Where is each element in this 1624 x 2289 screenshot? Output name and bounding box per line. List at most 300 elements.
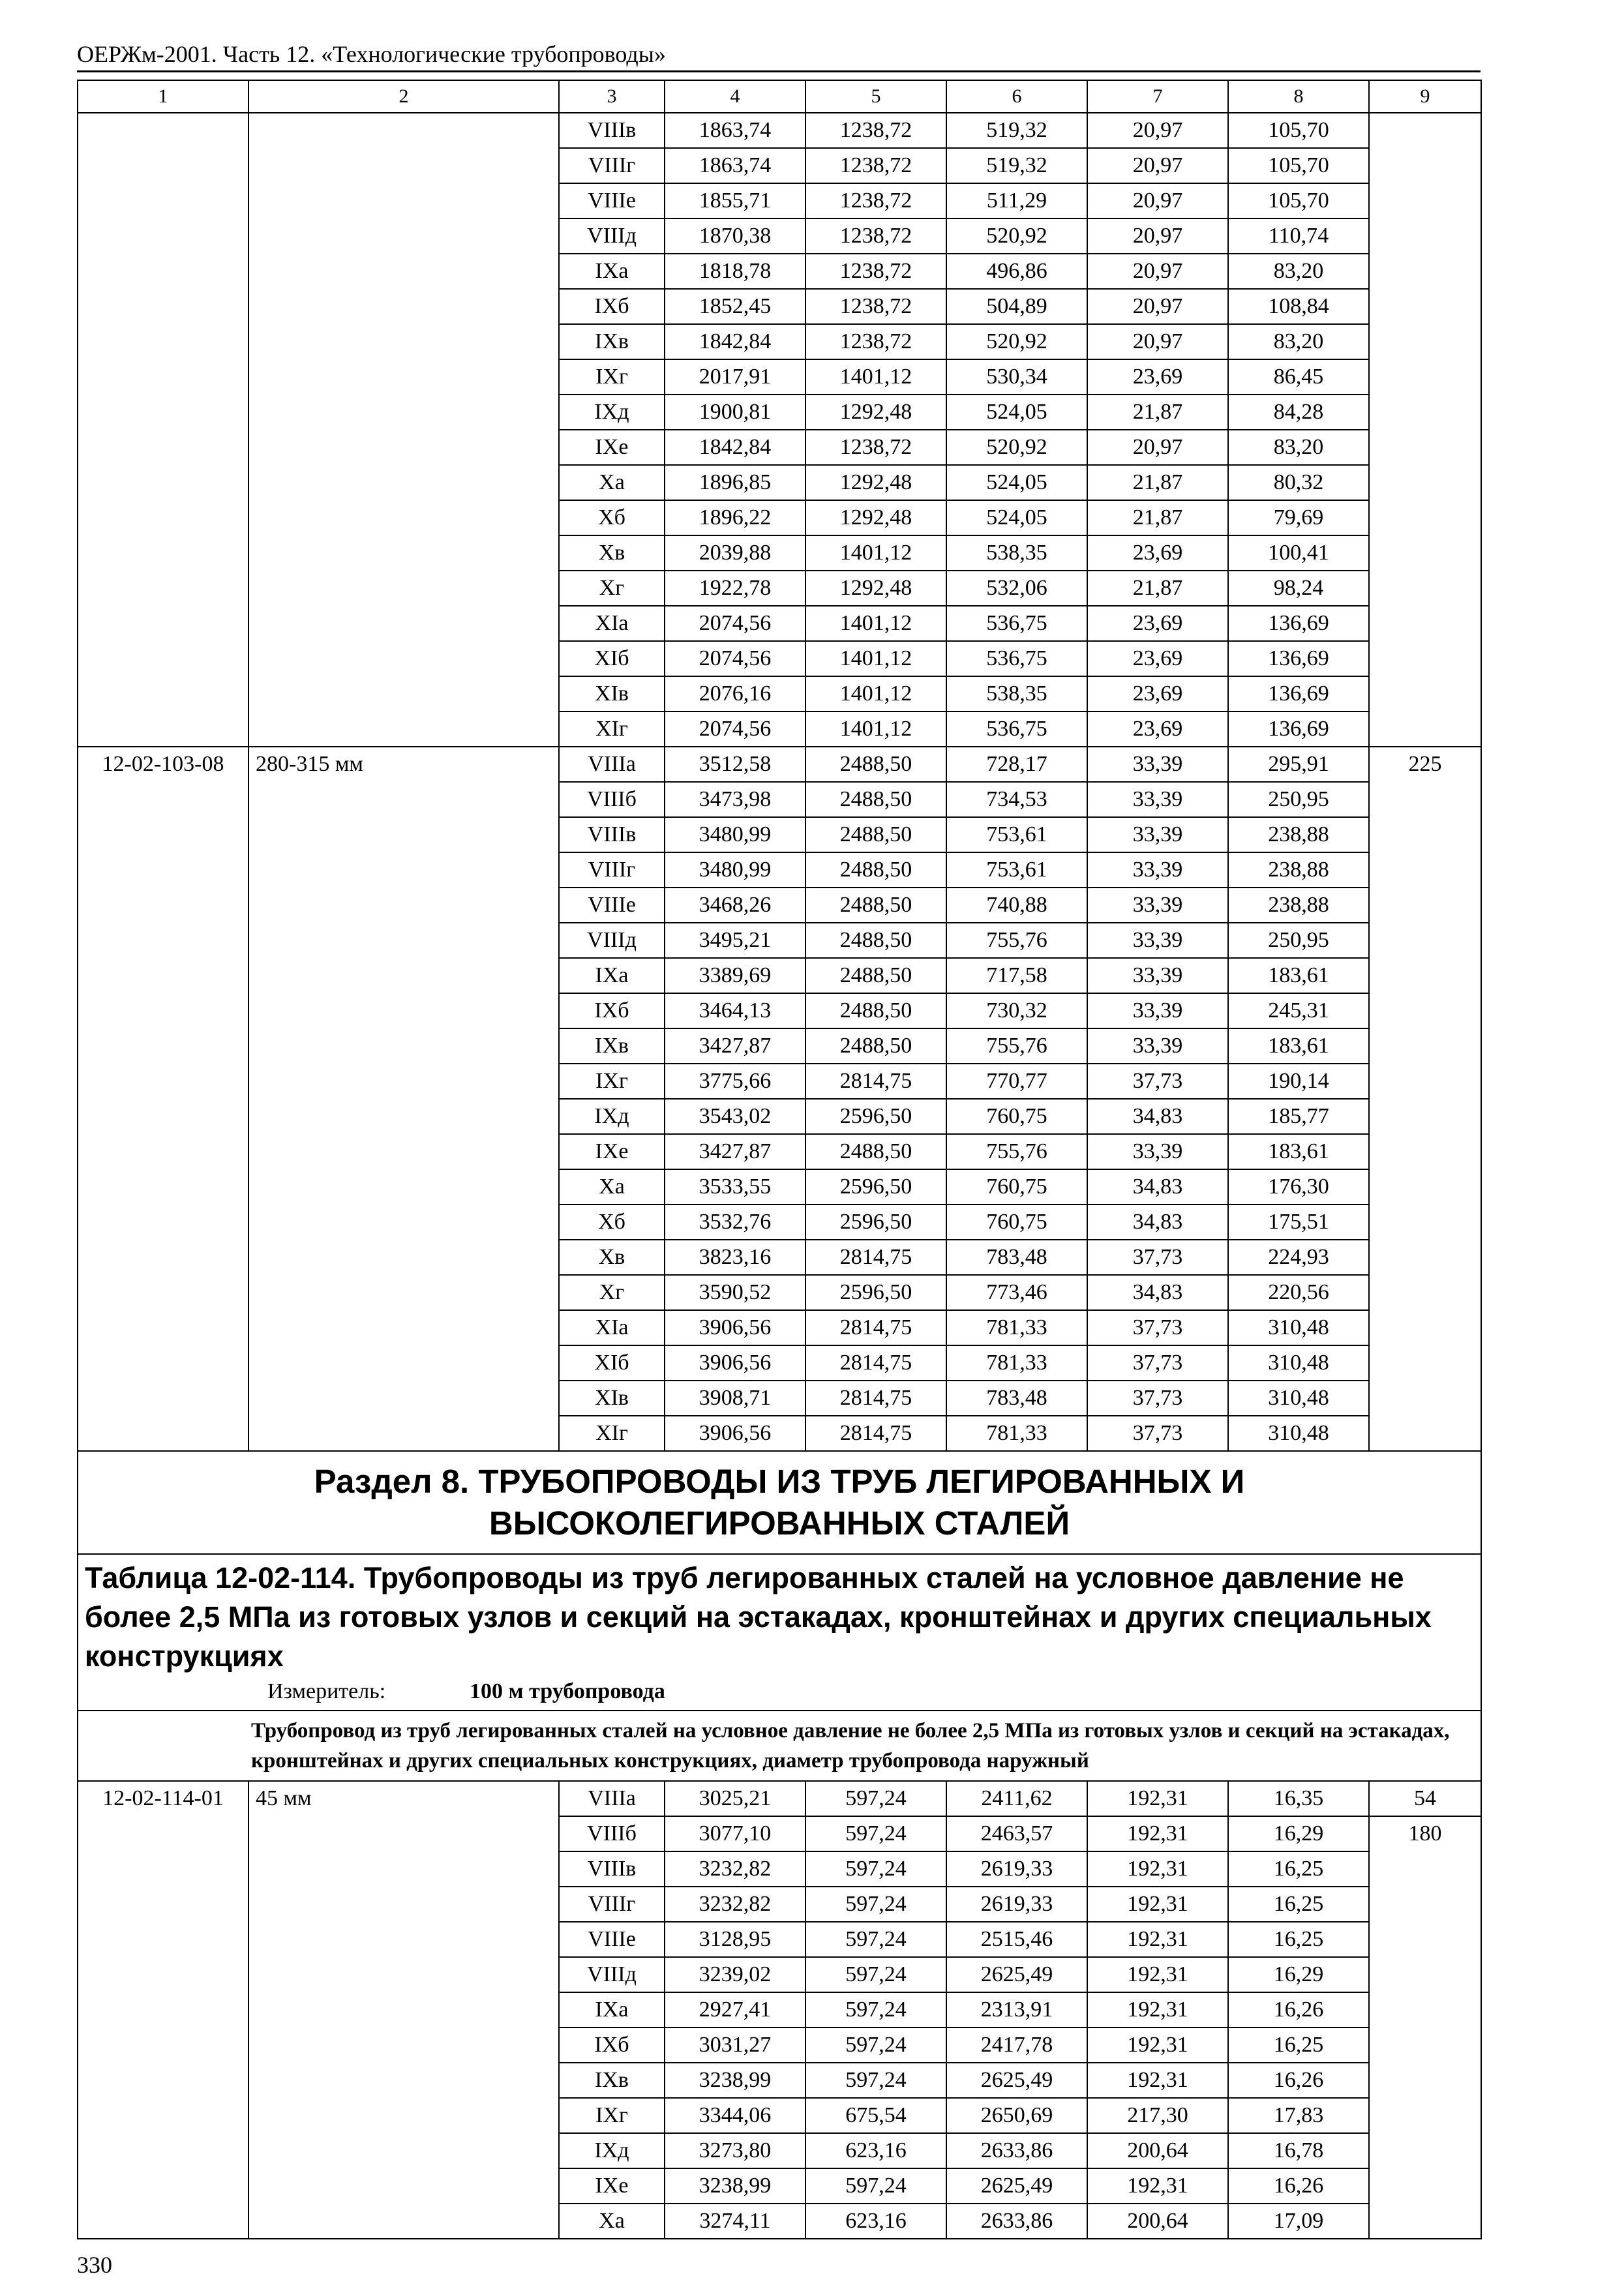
value-cell: 3906,56 — [665, 1345, 805, 1381]
measure-label: Измеритель: — [267, 1679, 386, 1703]
value-cell: 2488,50 — [805, 1028, 946, 1064]
zone-cell: IXб — [559, 289, 665, 324]
value-cell: 1292,48 — [805, 465, 946, 500]
value-cell: 16,29 — [1228, 1816, 1369, 1851]
value-cell: 755,76 — [946, 1134, 1087, 1169]
value-cell: 3473,98 — [665, 782, 805, 817]
value-cell: 98,24 — [1228, 571, 1369, 606]
value-cell: 3274,11 — [665, 2204, 805, 2239]
zone-cell: Xа — [559, 465, 665, 500]
value-cell: 1818,78 — [665, 254, 805, 289]
zone-cell: IXд — [559, 1099, 665, 1134]
zone-cell: Xб — [559, 500, 665, 535]
value-cell: 2411,62 — [946, 1781, 1087, 1816]
zone-cell: IXе — [559, 2168, 665, 2204]
value-cell: 37,73 — [1087, 1240, 1228, 1275]
value-cell: 105,70 — [1228, 148, 1369, 183]
value-cell: 2488,50 — [805, 782, 946, 817]
zone-cell: IXд — [559, 395, 665, 430]
value-cell: 597,24 — [805, 2027, 946, 2063]
value-cell: 1842,84 — [665, 324, 805, 359]
value-cell: 21,87 — [1087, 465, 1228, 500]
value-cell: 755,76 — [946, 923, 1087, 958]
value-cell: 183,61 — [1228, 1028, 1369, 1064]
zone-cell: VIIIа — [559, 747, 665, 782]
value-cell: 175,51 — [1228, 1204, 1369, 1240]
value-cell: 20,97 — [1087, 430, 1228, 465]
zone-cell: IXв — [559, 324, 665, 359]
value-cell: 20,97 — [1087, 218, 1228, 254]
value-cell: 519,32 — [946, 148, 1087, 183]
zone-cell: Xа — [559, 1169, 665, 1204]
zone-cell: XIг — [559, 711, 665, 747]
zone-cell: VIIIг — [559, 1887, 665, 1922]
column-number: 1 — [78, 80, 248, 113]
zone-cell: IXг — [559, 1064, 665, 1099]
value-cell: 2017,91 — [665, 359, 805, 395]
value-cell: 2074,56 — [665, 711, 805, 747]
value-cell: 136,69 — [1228, 711, 1369, 747]
value-cell: 1238,72 — [805, 289, 946, 324]
value-cell: 597,24 — [805, 2063, 946, 2098]
value-cell: 734,53 — [946, 782, 1087, 817]
column-number: 4 — [665, 80, 805, 113]
value-cell: 2633,86 — [946, 2133, 1087, 2168]
value-cell: 23,69 — [1087, 359, 1228, 395]
value-cell: 623,16 — [805, 2133, 946, 2168]
value-cell: 2463,57 — [946, 1816, 1087, 1851]
col9-cell: 225 — [1369, 747, 1481, 1451]
value-cell: 781,33 — [946, 1310, 1087, 1345]
zone-cell: XIб — [559, 1345, 665, 1381]
value-cell: 2313,91 — [946, 1992, 1087, 2027]
value-cell: 108,84 — [1228, 289, 1369, 324]
value-cell: 310,48 — [1228, 1345, 1369, 1381]
value-cell: 192,31 — [1087, 1781, 1228, 1816]
zone-cell: Xа — [559, 2204, 665, 2239]
column-number: 8 — [1228, 80, 1369, 113]
value-cell: 23,69 — [1087, 676, 1228, 711]
section-heading-row — [78, 1451, 1481, 1554]
value-cell: 3025,21 — [665, 1781, 805, 1816]
value-cell: 2488,50 — [805, 888, 946, 923]
value-cell: 1292,48 — [805, 395, 946, 430]
value-cell: 16,78 — [1228, 2133, 1369, 2168]
zone-cell: IXв — [559, 2063, 665, 2098]
value-cell: 310,48 — [1228, 1310, 1369, 1345]
zone-cell: IXг — [559, 359, 665, 395]
value-cell: 1401,12 — [805, 359, 946, 395]
value-cell: 84,28 — [1228, 395, 1369, 430]
value-cell: 597,24 — [805, 1922, 946, 1957]
value-cell: 3232,82 — [665, 1887, 805, 1922]
value-cell: 1238,72 — [805, 148, 946, 183]
value-cell: 23,69 — [1087, 606, 1228, 641]
value-cell: 3031,27 — [665, 2027, 805, 2063]
table-title-cell — [78, 1554, 1481, 1711]
value-cell: 83,20 — [1228, 430, 1369, 465]
value-cell: 760,75 — [946, 1169, 1087, 1204]
zone-cell: VIIIб — [559, 1816, 665, 1851]
value-cell: 33,39 — [1087, 782, 1228, 817]
value-cell: 753,61 — [946, 817, 1087, 852]
zone-cell: IXа — [559, 958, 665, 993]
measure-value: 100 м трубопровода — [470, 1679, 665, 1703]
value-cell: 1855,71 — [665, 183, 805, 218]
value-cell: 1238,72 — [805, 430, 946, 465]
value-cell: 717,58 — [946, 958, 1087, 993]
value-cell: 136,69 — [1228, 606, 1369, 641]
value-cell: 2488,50 — [805, 993, 946, 1028]
zone-cell: IXе — [559, 1134, 665, 1169]
running-header: ОЕРЖм-2001. Часть 12. «Технологические трубопроводы» — [77, 41, 666, 67]
zone-cell: VIIIв — [559, 113, 665, 148]
value-cell: 3232,82 — [665, 1851, 805, 1887]
value-cell: 3906,56 — [665, 1416, 805, 1451]
value-cell: 21,87 — [1087, 500, 1228, 535]
value-cell: 16,29 — [1228, 1957, 1369, 1992]
value-cell: 2596,50 — [805, 1099, 946, 1134]
value-cell: 295,91 — [1228, 747, 1369, 782]
zone-cell: VIIIд — [559, 218, 665, 254]
col9-cell: 180 — [1369, 1816, 1481, 2239]
measure-unit — [85, 1677, 1474, 1706]
zone-cell: IXб — [559, 2027, 665, 2063]
column-number: 9 — [1369, 80, 1481, 113]
value-cell: 496,86 — [946, 254, 1087, 289]
section-heading-line: ВЫСОКОЛЕГИРОВАННЫХ СТАЛЕЙ — [489, 1504, 1070, 1542]
value-cell: 781,33 — [946, 1416, 1087, 1451]
value-cell: 16,35 — [1228, 1781, 1369, 1816]
zone-cell: IXе — [559, 430, 665, 465]
zone-cell: IXд — [559, 2133, 665, 2168]
value-cell: 2619,33 — [946, 1887, 1087, 1922]
col9-cell — [1369, 113, 1481, 747]
value-cell: 2488,50 — [805, 923, 946, 958]
value-cell: 623,16 — [805, 2204, 946, 2239]
value-cell: 1863,74 — [665, 148, 805, 183]
value-cell: 3775,66 — [665, 1064, 805, 1099]
zone-cell: IXб — [559, 993, 665, 1028]
value-cell: 192,31 — [1087, 1957, 1228, 1992]
value-cell: 1238,72 — [805, 324, 946, 359]
value-cell: 310,48 — [1228, 1381, 1369, 1416]
value-cell: 2488,50 — [805, 747, 946, 782]
value-cell: 20,97 — [1087, 289, 1228, 324]
value-cell: 2488,50 — [805, 817, 946, 852]
value-cell: 16,26 — [1228, 2063, 1369, 2098]
value-cell: 34,83 — [1087, 1204, 1228, 1240]
value-cell: 753,61 — [946, 852, 1087, 888]
value-cell: 2619,33 — [946, 1851, 1087, 1887]
value-cell: 20,97 — [1087, 324, 1228, 359]
zone-cell: VIIIг — [559, 852, 665, 888]
table-row — [78, 747, 1481, 782]
value-cell: 86,45 — [1228, 359, 1369, 395]
value-cell: 23,69 — [1087, 641, 1228, 676]
zone-cell: VIIIе — [559, 183, 665, 218]
zone-cell: Xв — [559, 1240, 665, 1275]
value-cell: 2625,49 — [946, 1957, 1087, 1992]
value-cell: 33,39 — [1087, 958, 1228, 993]
value-cell: 183,61 — [1228, 1134, 1369, 1169]
value-cell: 781,33 — [946, 1345, 1087, 1381]
value-cell: 3823,16 — [665, 1240, 805, 1275]
page-number: 330 — [77, 2252, 112, 2278]
value-cell: 217,30 — [1087, 2098, 1228, 2133]
value-cell: 1401,12 — [805, 535, 946, 571]
value-cell: 511,29 — [946, 183, 1087, 218]
value-cell: 1238,72 — [805, 183, 946, 218]
value-cell: 16,25 — [1228, 1887, 1369, 1922]
value-cell: 20,97 — [1087, 113, 1228, 148]
value-cell: 783,48 — [946, 1381, 1087, 1416]
value-cell: 1896,22 — [665, 500, 805, 535]
value-cell: 2488,50 — [805, 958, 946, 993]
value-cell: 597,24 — [805, 2168, 946, 2204]
zone-cell: IXв — [559, 1028, 665, 1064]
value-cell: 1401,12 — [805, 641, 946, 676]
value-cell: 1842,84 — [665, 430, 805, 465]
value-cell: 238,88 — [1228, 817, 1369, 852]
rate-code-cell: 12-02-103-08 — [78, 747, 248, 1451]
value-cell: 2074,56 — [665, 606, 805, 641]
value-cell: 83,20 — [1228, 254, 1369, 289]
value-cell: 33,39 — [1087, 1028, 1228, 1064]
value-cell: 100,41 — [1228, 535, 1369, 571]
value-cell: 20,97 — [1087, 254, 1228, 289]
value-cell: 245,31 — [1228, 993, 1369, 1028]
value-cell: 3480,99 — [665, 852, 805, 888]
value-cell: 37,73 — [1087, 1064, 1228, 1099]
value-cell: 3238,99 — [665, 2063, 805, 2098]
zone-cell: XIв — [559, 676, 665, 711]
value-cell: 1401,12 — [805, 676, 946, 711]
value-cell: 597,24 — [805, 1887, 946, 1922]
value-cell: 21,87 — [1087, 571, 1228, 606]
value-cell: 2633,86 — [946, 2204, 1087, 2239]
value-cell: 1292,48 — [805, 500, 946, 535]
value-cell: 519,32 — [946, 113, 1087, 148]
value-cell: 17,83 — [1228, 2098, 1369, 2133]
value-cell: 2074,56 — [665, 641, 805, 676]
value-cell: 760,75 — [946, 1099, 1087, 1134]
value-cell: 2814,75 — [805, 1345, 946, 1381]
value-cell: 16,25 — [1228, 1851, 1369, 1887]
value-cell: 755,76 — [946, 1028, 1087, 1064]
value-cell: 524,05 — [946, 465, 1087, 500]
value-cell: 37,73 — [1087, 1381, 1228, 1416]
value-cell: 192,31 — [1087, 2027, 1228, 2063]
value-cell: 2417,78 — [946, 2027, 1087, 2063]
zone-cell: VIIIа — [559, 1781, 665, 1816]
value-cell: 1896,85 — [665, 465, 805, 500]
value-cell: 192,31 — [1087, 1816, 1228, 1851]
value-cell: 176,30 — [1228, 1169, 1369, 1204]
col9-cell: 54 — [1369, 1781, 1481, 1816]
value-cell: 238,88 — [1228, 852, 1369, 888]
value-cell: 3128,95 — [665, 1922, 805, 1957]
zone-cell: XIа — [559, 606, 665, 641]
value-cell: 16,25 — [1228, 2027, 1369, 2063]
subheading-row — [78, 1711, 1481, 1781]
value-cell: 20,97 — [1087, 148, 1228, 183]
zone-cell: IXа — [559, 254, 665, 289]
value-cell: 524,05 — [946, 395, 1087, 430]
value-cell: 21,87 — [1087, 395, 1228, 430]
zone-cell: Xг — [559, 1275, 665, 1310]
value-cell: 33,39 — [1087, 747, 1228, 782]
column-number: 3 — [559, 80, 665, 113]
table-row — [78, 1781, 1481, 1816]
value-cell: 3389,69 — [665, 958, 805, 993]
zone-cell: VIIIв — [559, 817, 665, 852]
value-cell: 1852,45 — [665, 289, 805, 324]
value-cell: 770,77 — [946, 1064, 1087, 1099]
section-heading-line: Раздел 8. ТРУБОПРОВОДЫ ИЗ ТРУБ ЛЕГИРОВАННЫХ И — [314, 1463, 1245, 1500]
value-cell: 33,39 — [1087, 1134, 1228, 1169]
value-cell: 34,83 — [1087, 1099, 1228, 1134]
value-cell: 530,34 — [946, 359, 1087, 395]
column-number: 6 — [946, 80, 1087, 113]
value-cell: 2625,49 — [946, 2063, 1087, 2098]
value-cell: 3495,21 — [665, 923, 805, 958]
value-cell: 3532,76 — [665, 1204, 805, 1240]
value-cell: 760,75 — [946, 1204, 1087, 1240]
value-cell: 17,09 — [1228, 2204, 1369, 2239]
value-cell: 185,77 — [1228, 1099, 1369, 1134]
value-cell: 3427,87 — [665, 1028, 805, 1064]
value-cell: 33,39 — [1087, 923, 1228, 958]
zone-cell: VIIIв — [559, 1851, 665, 1887]
zone-cell: VIIIд — [559, 1957, 665, 1992]
value-cell: 83,20 — [1228, 324, 1369, 359]
value-cell: 80,32 — [1228, 465, 1369, 500]
value-cell: 192,31 — [1087, 2063, 1228, 2098]
value-cell: 1401,12 — [805, 606, 946, 641]
value-cell: 192,31 — [1087, 2168, 1228, 2204]
value-cell: 238,88 — [1228, 888, 1369, 923]
value-cell: 2814,75 — [805, 1240, 946, 1275]
rates-table — [77, 80, 1482, 2239]
value-cell: 3077,10 — [665, 1816, 805, 1851]
value-cell: 16,26 — [1228, 2168, 1369, 2204]
value-cell: 2650,69 — [946, 2098, 1087, 2133]
table-row — [78, 113, 1481, 148]
value-cell: 597,24 — [805, 1992, 946, 2027]
value-cell: 23,69 — [1087, 535, 1228, 571]
zone-cell: Xб — [559, 1204, 665, 1240]
value-cell: 79,69 — [1228, 500, 1369, 535]
zone-cell: XIа — [559, 1310, 665, 1345]
table-subheading: Трубопровод из труб легированных сталей на условное давление не более 2,5 МПа из готовых узлов и секций на эстакадах, кронштейнах и других специальных конструкциях, диаметр трубопровода наружный — [78, 1711, 1481, 1781]
value-cell: 1292,48 — [805, 571, 946, 606]
value-cell: 33,39 — [1087, 852, 1228, 888]
zone-cell: VIIIе — [559, 888, 665, 923]
value-cell: 520,92 — [946, 430, 1087, 465]
value-cell: 192,31 — [1087, 1887, 1228, 1922]
table-title: Таблица 12-02-114. Трубопроводы из труб легированных сталей на условное давление не более 2,5 МПа из готовых узлов и секций на эстакадах, кронштейнах и других специальных конструкциях — [85, 1561, 1432, 1673]
value-cell: 2488,50 — [805, 852, 946, 888]
rate-code-cell — [78, 113, 248, 747]
diameter-cell — [248, 113, 559, 747]
column-number: 5 — [805, 80, 946, 113]
value-cell: 1863,74 — [665, 113, 805, 148]
value-cell: 536,75 — [946, 711, 1087, 747]
value-cell: 730,32 — [946, 993, 1087, 1028]
column-number-row — [78, 80, 1481, 113]
zone-cell: XIв — [559, 1381, 665, 1416]
diameter-cell: 280-315 мм — [248, 747, 559, 1451]
value-cell: 250,95 — [1228, 782, 1369, 817]
value-cell: 33,39 — [1087, 817, 1228, 852]
table-title-row — [78, 1554, 1481, 1711]
value-cell: 20,97 — [1087, 183, 1228, 218]
zone-cell: VIIIе — [559, 1922, 665, 1957]
rate-code-cell: 12-02-114-01 — [78, 1781, 248, 2239]
value-cell: 1238,72 — [805, 218, 946, 254]
value-cell: 2814,75 — [805, 1064, 946, 1099]
value-cell: 2515,46 — [946, 1922, 1087, 1957]
value-cell: 536,75 — [946, 641, 1087, 676]
column-number: 2 — [248, 80, 559, 113]
value-cell: 524,05 — [946, 500, 1087, 535]
value-cell: 740,88 — [946, 888, 1087, 923]
value-cell: 34,83 — [1087, 1275, 1228, 1310]
value-cell: 33,39 — [1087, 993, 1228, 1028]
value-cell: 3238,99 — [665, 2168, 805, 2204]
value-cell: 3906,56 — [665, 1310, 805, 1345]
value-cell: 1238,72 — [805, 113, 946, 148]
value-cell: 190,14 — [1228, 1064, 1369, 1099]
value-cell: 37,73 — [1087, 1345, 1228, 1381]
value-cell: 520,92 — [946, 218, 1087, 254]
value-cell: 536,75 — [946, 606, 1087, 641]
value-cell: 1870,38 — [665, 218, 805, 254]
value-cell: 3908,71 — [665, 1381, 805, 1416]
value-cell: 1922,78 — [665, 571, 805, 606]
value-cell: 192,31 — [1087, 1851, 1228, 1887]
value-cell: 675,54 — [805, 2098, 946, 2133]
value-cell: 2596,50 — [805, 1169, 946, 1204]
value-cell: 105,70 — [1228, 113, 1369, 148]
header-rule — [77, 70, 1481, 72]
value-cell: 1401,12 — [805, 711, 946, 747]
value-cell: 16,26 — [1228, 1992, 1369, 2027]
value-cell: 3344,06 — [665, 2098, 805, 2133]
value-cell: 728,17 — [946, 747, 1087, 782]
section-heading — [78, 1451, 1481, 1554]
value-cell: 3273,80 — [665, 2133, 805, 2168]
value-cell: 2596,50 — [805, 1275, 946, 1310]
value-cell: 33,39 — [1087, 888, 1228, 923]
value-cell: 597,24 — [805, 1816, 946, 1851]
column-number: 7 — [1087, 80, 1228, 113]
value-cell: 3533,55 — [665, 1169, 805, 1204]
value-cell: 37,73 — [1087, 1310, 1228, 1345]
value-cell: 105,70 — [1228, 183, 1369, 218]
zone-cell: IXа — [559, 1992, 665, 2027]
value-cell: 538,35 — [946, 676, 1087, 711]
value-cell: 3468,26 — [665, 888, 805, 923]
value-cell: 2488,50 — [805, 1134, 946, 1169]
zone-cell: Xв — [559, 535, 665, 571]
value-cell: 136,69 — [1228, 641, 1369, 676]
value-cell: 783,48 — [946, 1240, 1087, 1275]
value-cell: 504,89 — [946, 289, 1087, 324]
value-cell: 597,24 — [805, 1851, 946, 1887]
value-cell: 3239,02 — [665, 1957, 805, 1992]
